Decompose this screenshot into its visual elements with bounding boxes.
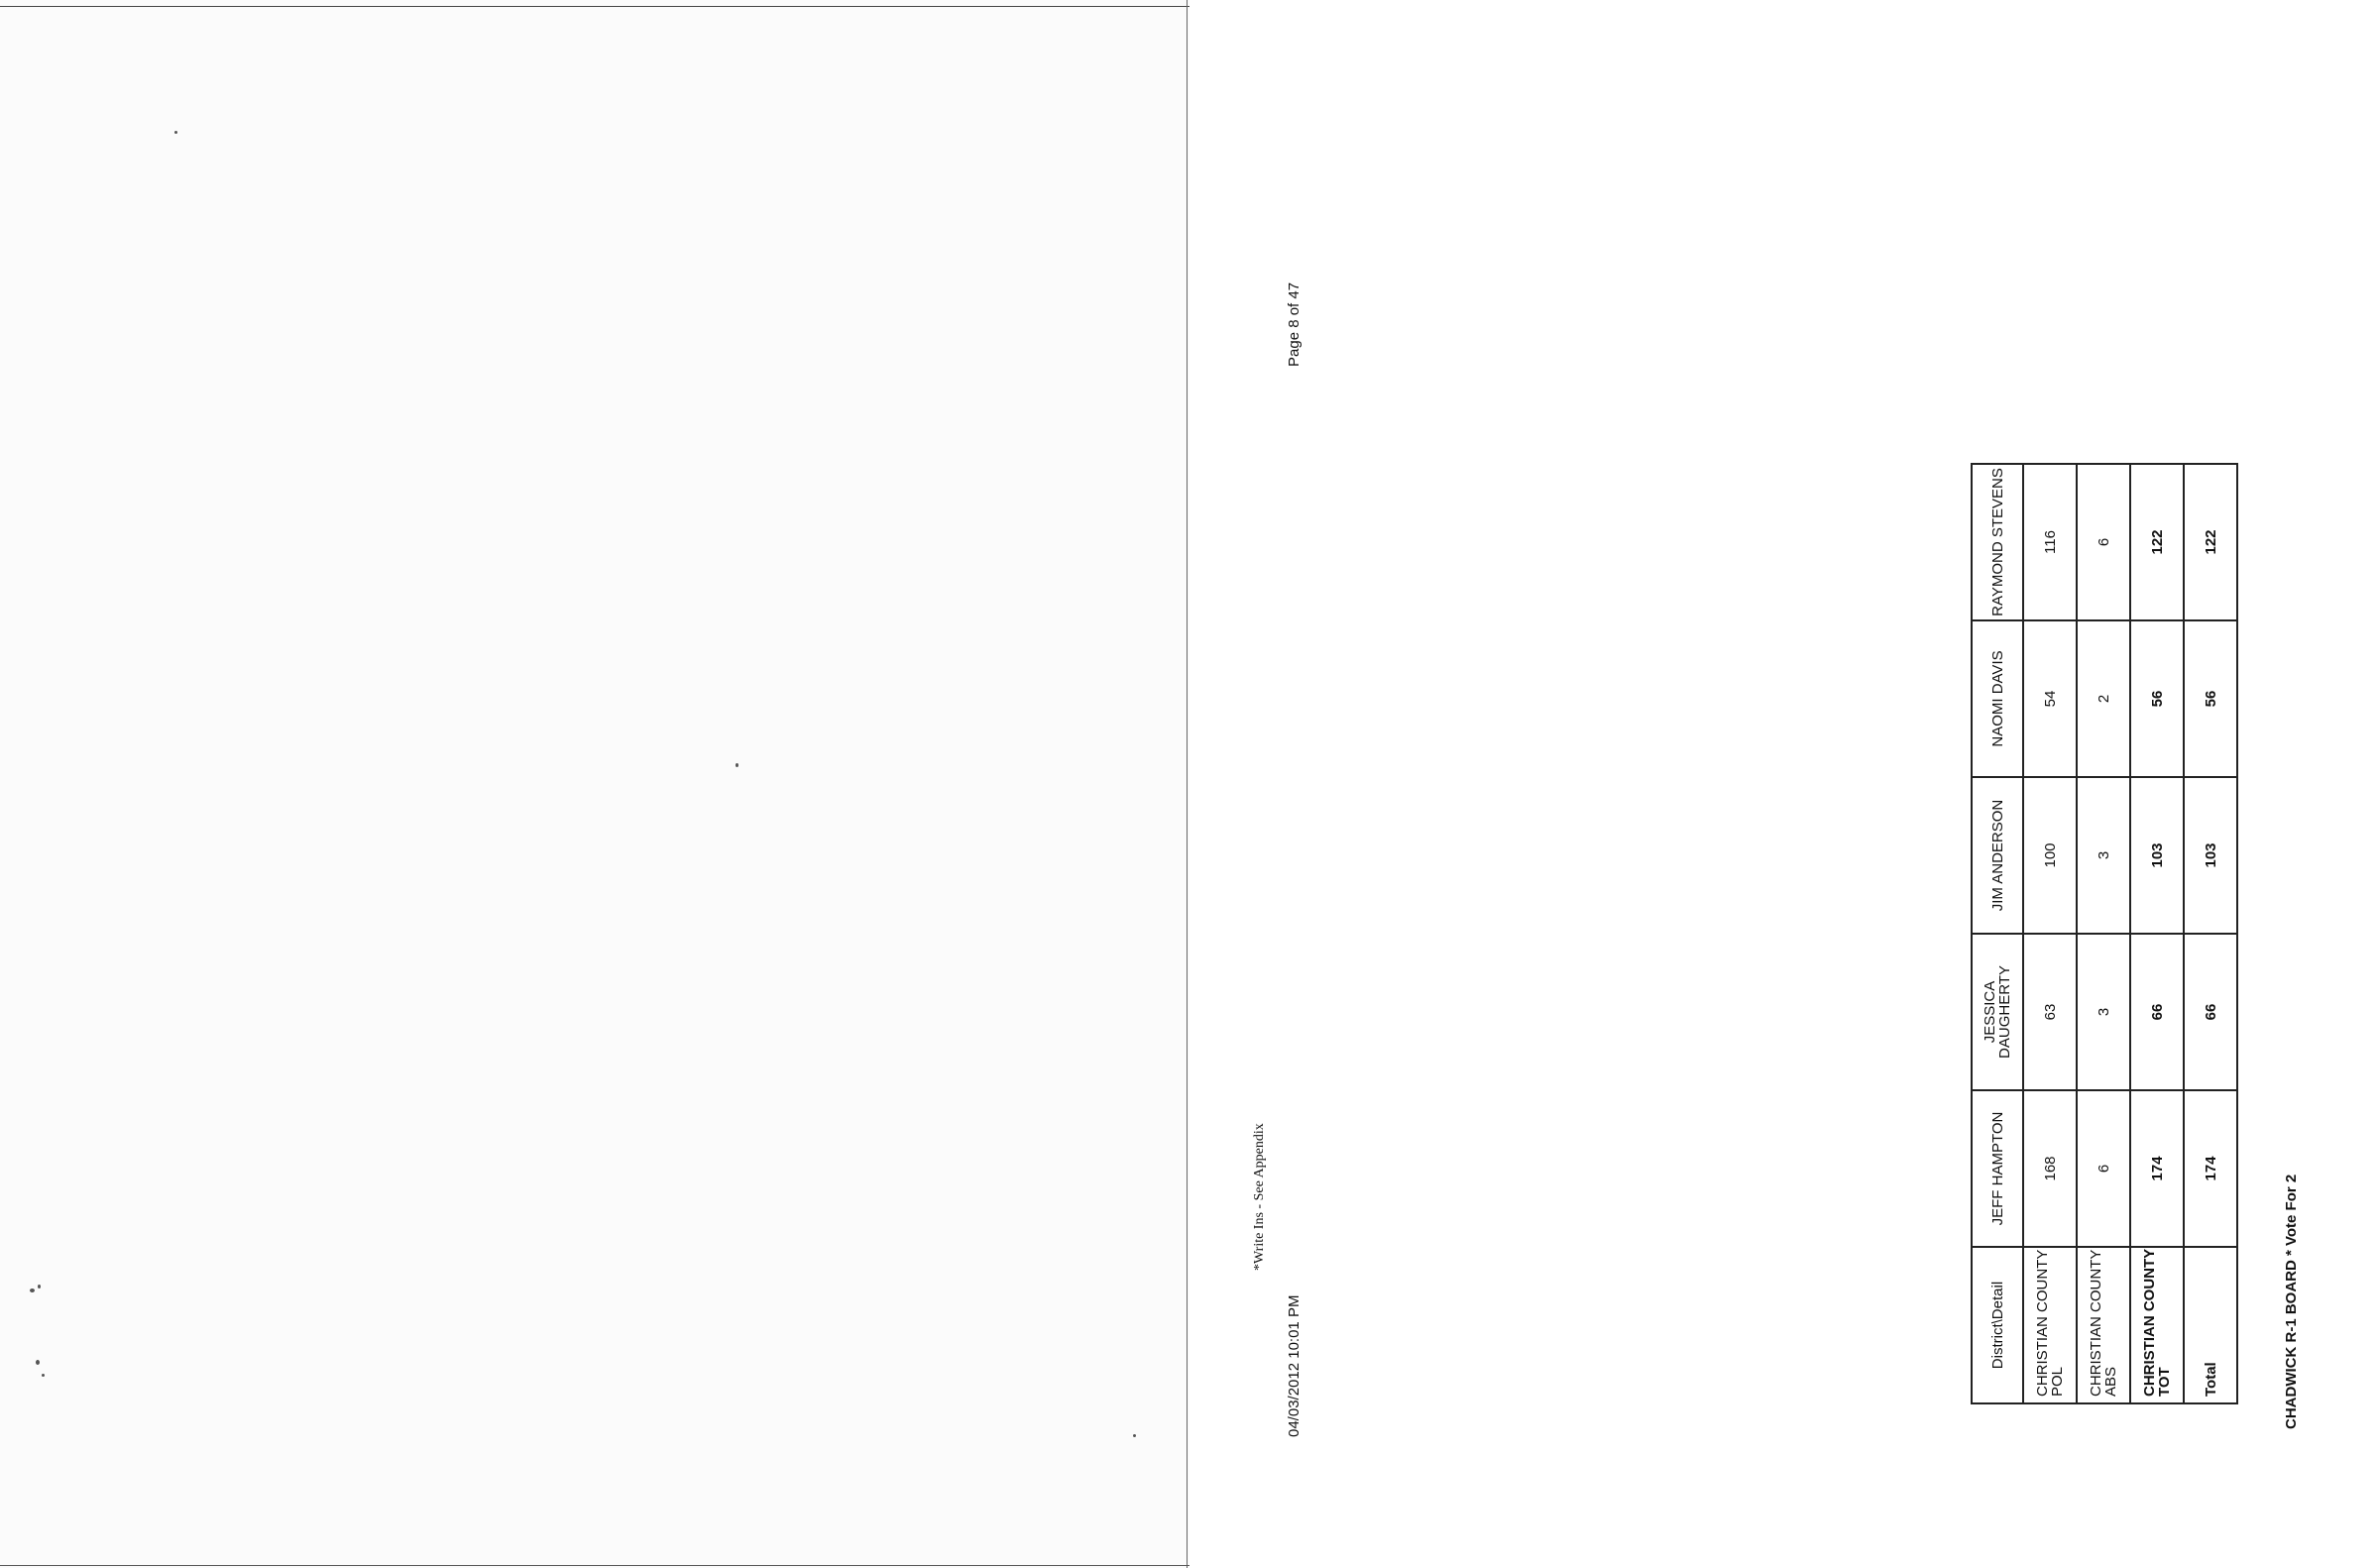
- vote-cell: 174: [2130, 1090, 2184, 1247]
- header-jessica-daugherty: JESSICA DAUGHERTY: [1972, 934, 2023, 1090]
- table-row: [2023, 464, 2077, 1403]
- row-label: Total: [2184, 1247, 2237, 1403]
- table-header-row: [1972, 464, 2023, 1403]
- row-label: CHRISTIAN COUNTY POL: [2023, 1247, 2077, 1403]
- vote-cell: 56: [2184, 620, 2237, 777]
- table-row: [2077, 464, 2130, 1403]
- vote-cell: 63: [2023, 934, 2077, 1090]
- results-table: [1971, 463, 2238, 1404]
- rotated-report: [1190, 0, 2379, 1568]
- vote-cell: 3: [2077, 934, 2130, 1090]
- vote-cell: 66: [2130, 934, 2184, 1090]
- table-row-total: [2184, 464, 2237, 1403]
- vote-cell: 122: [2184, 464, 2237, 620]
- vote-cell: 6: [2077, 1090, 2130, 1247]
- page-edge-top: [0, 6, 1190, 7]
- row-label: CHRISTIAN COUNTY TOT: [2130, 1247, 2184, 1403]
- vote-cell: 6: [2077, 464, 2130, 620]
- header-jim-anderson: JIM ANDERSON: [1972, 777, 2023, 934]
- vote-cell: 122: [2130, 464, 2184, 620]
- header-naomi-davis: NAOMI DAVIS: [1972, 620, 2023, 777]
- vote-cell: 56: [2130, 620, 2184, 777]
- vote-cell: 2: [2077, 620, 2130, 777]
- header-jeff-hampton: JEFF HAMPTON: [1972, 1090, 2023, 1247]
- report-datestamp: 04/03/2012 10:01 PM: [1286, 1294, 1303, 1437]
- vote-cell: 54: [2023, 620, 2077, 777]
- write-ins-note: *Write Ins - See Appendix: [1252, 1123, 1267, 1271]
- header-district-detail: District\Detail: [1972, 1247, 2023, 1403]
- header-raymond-stevens: RAYMOND STEVENS: [1972, 464, 2023, 620]
- vote-cell: 66: [2184, 934, 2237, 1090]
- page-number: Page 8 of 47: [1286, 281, 1303, 367]
- vote-cell: 116: [2023, 464, 2077, 620]
- page-edge-right: [1187, 0, 1188, 1568]
- vote-cell: 103: [2184, 777, 2237, 934]
- vote-cell: 168: [2023, 1090, 2077, 1247]
- vote-cell: 3: [2077, 777, 2130, 934]
- vote-cell: 100: [2023, 777, 2077, 934]
- page-edge-bottom: [0, 1565, 1190, 1566]
- vote-cell: 103: [2130, 777, 2184, 934]
- vote-cell: 174: [2184, 1090, 2237, 1247]
- table-row: [2130, 464, 2184, 1403]
- report-title: CHADWICK R-1 BOARD * Vote For 2: [2283, 1174, 2300, 1429]
- row-label: CHRISTIAN COUNTY ABS: [2077, 1247, 2130, 1403]
